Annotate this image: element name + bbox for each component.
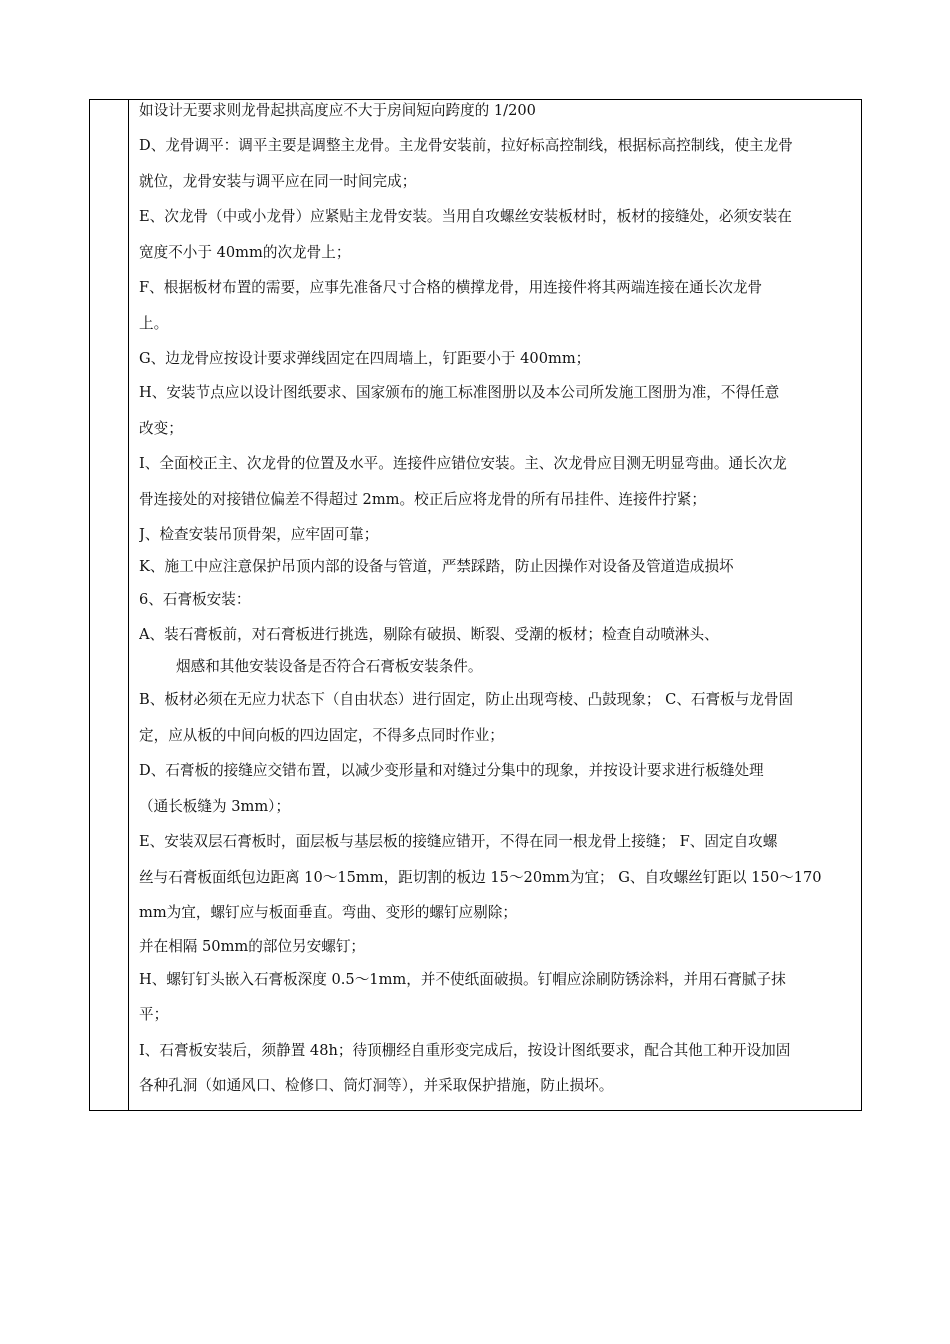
column-divider [128,100,129,1110]
text-line: 改变； [139,420,183,437]
text-line: K、施工中应注意保护吊顶内部的设备与管道，严禁踩踏，防止因操作对设备及管道造成损坏 [139,558,734,575]
text-line: B、板材必须在无应力状态下（自由状态）进行固定，防止出现弯棱、凸鼓现象； C、石膏板与龙骨固 [139,691,794,708]
text-line: D、龙骨调平：调平主要是调整主龙骨。主龙骨安装前，拉好标高控制线，根据标高控制线，使主龙骨 [139,137,793,154]
text-line: mm为宜，螺钉应与板面垂直。弯曲、变形的螺钉应剔除； [139,904,517,921]
text-line: 如设计无要求则龙骨起拱高度应不大于房间短向跨度的 1/200 [139,102,536,119]
text-line: 上。 [139,315,169,332]
text-line: G、边龙骨应按设计要求弹线固定在四周墙上，钉距要小于 400mm； [139,350,591,367]
text-line: 就位，龙骨安装与调平应在同一时间完成； [139,173,417,190]
text-line: E、次龙骨（中或小龙骨）应紧贴主龙骨安装。当用自攻螺丝安装板材时，板材的接缝处，必须安装在 [139,208,792,225]
document-table [89,99,862,1111]
text-line: 平； [139,1006,169,1023]
text-line: A、装石膏板前，对石膏板进行挑选，剔除有破损、断裂、受潮的板材；检查自动喷淋头、 [139,626,719,643]
text-line: I、石膏板安装后，须静置 48h；待顶棚经自重形变完成后，按设计图纸要求，配合其他工种开设加固 [139,1042,791,1059]
text-line: 6、石膏板安装： [139,591,251,608]
text-line: J、检查安装吊顶骨架，应牢固可靠； [139,526,379,543]
text-line: 并在相隔 50mm的部位另安螺钉； [139,938,366,955]
text-line: （通长板缝为 3mm）； [139,798,291,815]
text-line: F、根据板材布置的需要，应事先准备尺寸合格的横撑龙骨，用连接件将其两端连接在通长次龙骨 [139,279,763,296]
text-line: 宽度不小于 40mm的次龙骨上； [139,244,351,261]
text-line: 骨连接处的对接错位偏差不得超过 2mm。校正后应将龙骨的所有吊挂件、连接件拧紧； [139,491,706,508]
content-cell [130,100,861,1110]
text-line: 定，应从板的中间向板的四边固定，不得多点同时作业； [139,727,504,744]
text-line: D、石膏板的接缝应交错布置，以减少变形量和对缝过分集中的现象，并按设计要求进行板缝处理 [139,762,764,779]
text-line: I、全面校正主、次龙骨的位置及水平。连接件应错位安装。主、次龙骨应目测无明显弯曲。通长次龙 [139,455,787,472]
text-line: H、螺钉钉头嵌入石膏板深度 0.5～1mm，并不使纸面破损。钉帽应涂刷防锈涂料，并用石膏腻子抹 [139,971,786,988]
text-line: H、安装节点应以设计图纸要求、国家颁布的施工标准图册以及本公司所发施工图册为准，不得任意 [139,384,780,401]
text-line: 烟感和其他安装设备是否符合石膏板安装条件。 [176,658,483,675]
text-line: 各种孔洞（如通风口、检修口、筒灯洞等），并采取保护措施，防止损坏。 [139,1077,614,1094]
text-line: E、安装双层石膏板时，面层板与基层板的接缝应错开，不得在同一根龙骨上接缝； F、固定自攻螺 [139,833,778,850]
text-line: 丝与石膏板面纸包边距离 10～15mm，距切割的板边 15～20mm为宜； G、自攻螺丝钉距以 150～170 [139,869,822,886]
